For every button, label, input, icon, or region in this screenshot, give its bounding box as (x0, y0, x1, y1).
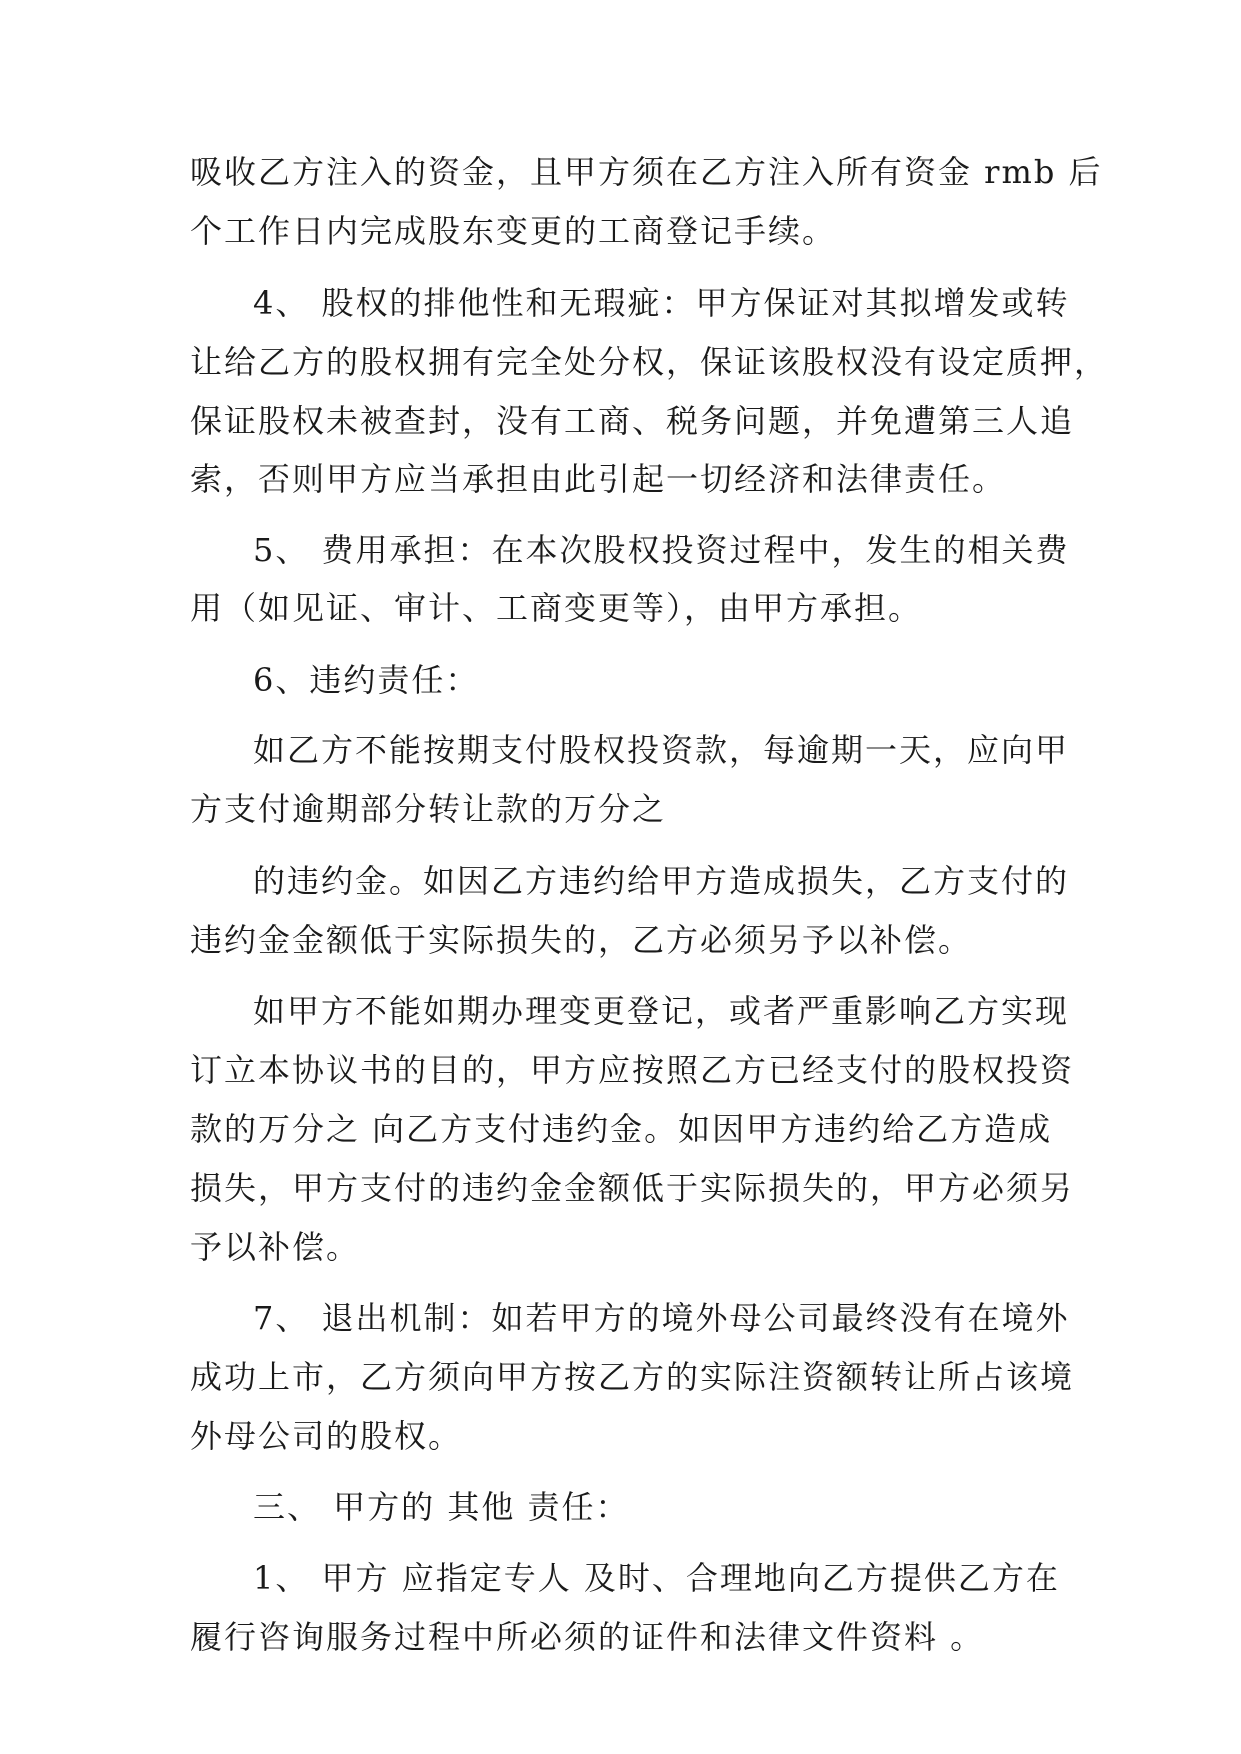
text-line: 用（如见证、审计、工商变更等），由甲方承担。 (190, 589, 923, 627)
text-line: 方支付逾期部分转让款的万分之 (190, 790, 667, 828)
text-line: 履行咨询服务过程中所必须的证件和法律文件资料 。 (190, 1618, 985, 1656)
text-line: 5、 费用承担：在本次股权投资过程中，发生的相关费 (253, 531, 1070, 569)
text-line: 4、 股权的排他性和无瑕疵：甲方保证对其拟增发或转 (253, 284, 1070, 322)
text-line: 6、违约责任： (253, 661, 480, 699)
text-line: 如乙方不能按期支付股权投资款，每逾期一天，应向甲 (253, 731, 1070, 769)
text-line: 损失，甲方支付的违约金金额低于实际损失的，甲方必须另 (190, 1169, 1075, 1207)
text-line: 7、 退出机制：如若甲方的境外母公司最终没有在境外 (253, 1299, 1070, 1337)
text-line: 如甲方不能如期办理变更登记，或者严重影响乙方实现 (253, 992, 1070, 1030)
text-line: 让给乙方的股权拥有完全处分权，保证该股权没有设定质押， (190, 343, 1109, 381)
text-line: 的违约金。如因乙方违约给甲方造成损失，乙方支付的 (253, 862, 1070, 900)
text-line: 予以补偿。 (190, 1228, 361, 1266)
text-line: 个工作日内完成股东变更的工商登记手续。 (190, 212, 837, 250)
text-line: 订立本协议书的目的，甲方应按照乙方已经支付的股权投资 (190, 1051, 1075, 1089)
text-line: 款的万分之 向乙方支付违约金。如因甲方违约给乙方造成 (190, 1110, 1053, 1148)
text-line: 索，否则甲方应当承担由此引起一切经济和法律责任。 (190, 460, 1007, 498)
text-line: 外母公司的股权。 (190, 1417, 463, 1455)
section-heading: 三、 甲方的 其他 责任： (253, 1488, 630, 1526)
text-line: 保证股权未被查封，没有工商、税务问题，并免遭第三人追 (190, 402, 1075, 440)
text-line: 违约金金额低于实际损失的，乙方必须另予以补偿。 (190, 921, 973, 959)
text-line: 成功上市，乙方须向甲方按乙方的实际注资额转让所占该境 (190, 1358, 1075, 1396)
text-line: 1、 甲方 应指定专人 及时、合理地向乙方提供乙方在 (253, 1559, 1060, 1597)
text-line: 吸收乙方注入的资金，且甲方须在乙方注入所有资金 rmb 后 (190, 153, 1103, 191)
